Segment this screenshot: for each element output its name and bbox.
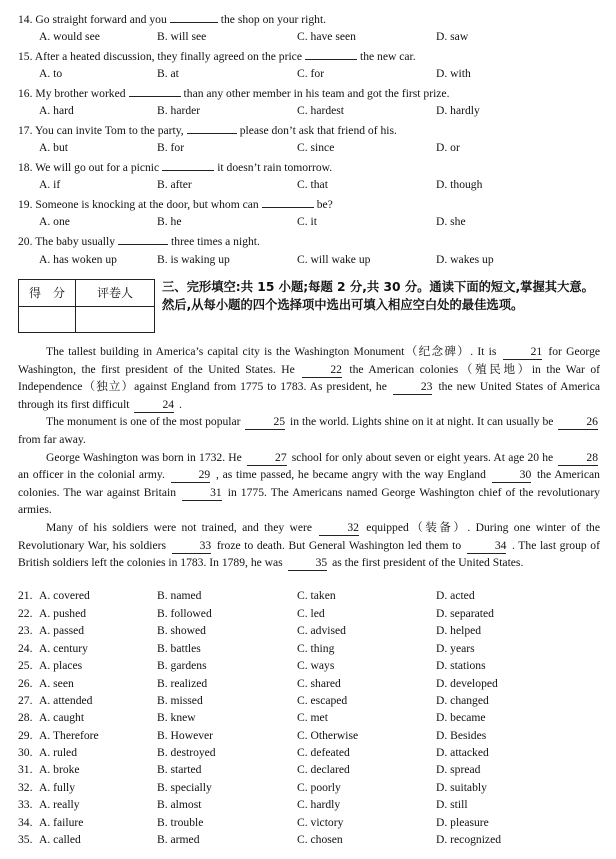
option-b: B. knew (157, 711, 196, 724)
option-a: A. to (39, 67, 63, 80)
option-a: A. would see (39, 30, 100, 43)
option-c: C. declared (297, 763, 350, 776)
option-number: 33. (18, 798, 33, 811)
cloze-option-row-21 (18, 587, 578, 605)
cloze-option-row-30 (18, 744, 578, 762)
option-b: B. at (157, 67, 179, 80)
option-a: A. but (39, 141, 68, 154)
option-a: A. places (39, 659, 83, 672)
option-d: D. suitably (436, 781, 487, 794)
option-number: 30. (18, 746, 33, 759)
blank-21: 21 (503, 345, 543, 360)
question-text: be? (316, 198, 333, 211)
question-text: You can invite Tom to the party, (34, 124, 184, 137)
option-number: 25. (18, 659, 33, 672)
option-c: C. hardly (297, 798, 341, 811)
score-label: 得 分 (28, 286, 65, 300)
answer-blank (305, 47, 357, 60)
option-c: C. that (297, 178, 328, 191)
cloze-option-row-26 (18, 675, 578, 693)
option-b: B. destroyed (157, 746, 216, 759)
grader-label: 评卷人 (96, 286, 133, 300)
option-c: C. thing (297, 642, 335, 655)
option-number: 34. (18, 816, 33, 829)
option-a: A. really (39, 798, 80, 811)
option-b: B. harder (157, 104, 201, 117)
question-text: My brother worked (35, 87, 126, 100)
cloze-option-row-25 (18, 657, 578, 675)
blank-28: 28 (558, 451, 598, 466)
question-text: the new car. (359, 50, 416, 63)
option-b: B. trouble (157, 816, 204, 829)
question-number: 17 (18, 124, 30, 137)
option-a: A. called (39, 833, 81, 846)
option-d: D. attacked (436, 746, 489, 759)
option-d: D. developed (436, 677, 498, 690)
answer-blank (118, 232, 168, 245)
option-c: C. led (297, 607, 325, 620)
passage-paragraph-3: George Washington was born in 1732. He 27 school for only about seven or eight years. At age 20 he 28 an officer in the colonial army. 29 , as time passed, he became angry with the way England 30 the American colonies. The war against Britain 31 in 1775. The Americans named George Washington chief of the revolutionary armies. (18, 450, 600, 517)
question-15: 15. After a heated discussion, they finally agreed on the price the new car. (18, 47, 416, 65)
option-d: D. years (436, 642, 475, 655)
option-d: D. hardly (436, 104, 480, 117)
option-b: B. However (157, 729, 214, 742)
question-number: 18 (18, 161, 30, 174)
option-c: C. hardest (297, 104, 345, 117)
question-18: 18. We will go out for a picnic it doesn’t rain tomorrow. (18, 158, 332, 176)
section-title: 三、完形填空:共 15 小题;每题 2 分,共 30 分。通读下面的短文,掌握其大意。然后,从每小题的四个选择项中选出可填入相应空白处的最佳选项。 (162, 280, 594, 312)
option-b: B. battles (157, 642, 201, 655)
cloze-option-row-33 (18, 796, 578, 814)
score-box (18, 279, 155, 333)
question-17: 17. You can invite Tom to the party, please don’t ask that friend of his. (18, 121, 397, 139)
option-a: A. attended (39, 694, 93, 707)
question-text: three times a night. (171, 235, 260, 248)
option-c: C. poorly (297, 781, 341, 794)
option-number: 23. (18, 624, 33, 637)
passage-paragraph-2: The monument is one of the most popular 25 in the world. Lights shine on it at night. It can usually be 26 from far away. (18, 415, 598, 446)
blank-31: 31 (182, 486, 222, 501)
option-a: A. one (39, 215, 70, 228)
cloze-option-row-35 (18, 831, 578, 849)
option-c: C. ways (297, 659, 335, 672)
answer-blank (187, 121, 237, 134)
option-c: C. taken (297, 589, 336, 602)
cloze-option-row-24 (18, 640, 578, 658)
question-text: Go straight forward and you (35, 13, 167, 26)
option-c: C. it (297, 215, 317, 228)
option-number: 31. (18, 763, 33, 776)
option-d: D. helped (436, 624, 482, 637)
option-a: A. has woken up (39, 253, 117, 266)
option-number: 24. (18, 642, 33, 655)
option-d: D. pleasure (436, 816, 489, 829)
option-c: C. Otherwise (297, 729, 359, 742)
question-text: After a heated discussion, they finally agreed on the price (34, 50, 302, 63)
option-b: B. he (157, 215, 182, 228)
option-a: A. caught (39, 711, 85, 724)
answer-blank (262, 195, 314, 208)
question-number: 20 (18, 235, 30, 248)
option-d: D. spread (436, 763, 481, 776)
option-a: A. broke (39, 763, 80, 776)
passage-paragraph-4: Many of his soldiers were not trained, and they were 32 equipped（装备）. During one winter of the Revolutionary War, his soldiers 33 froze to death. But General Washington led them to 34 . The last group of British soldiers left the colonies in 1783. In 1789, he was 35 as the first president of the United States. (18, 520, 600, 570)
blank-26: 26 (558, 415, 598, 430)
option-a: A. Therefore (39, 729, 99, 742)
question-text: please don’t ask that friend of his. (239, 124, 397, 137)
option-c: C. victory (297, 816, 344, 829)
question-number: 15 (18, 50, 30, 63)
question-text: than any other member in his team and got the first prize. (183, 87, 450, 100)
passage-paragraph-1: The tallest building in America’s capital city is the Washington Monument（纪念碑）. It is 21 for George Washington, the first president of the United States. He 22 the American colonies（殖民地）in the War of Independence（独立）against England from 1775 to 1783. As president, he 23 the new United States of America through its first difficult 24 . (18, 345, 601, 411)
option-number: 32. (18, 781, 33, 794)
question-text: The baby usually (35, 235, 116, 248)
option-a: A. passed (39, 624, 85, 637)
question-text: it doesn’t rain tomorrow. (217, 161, 333, 174)
option-d: D. Besides (436, 729, 487, 742)
blank-33: 33 (172, 539, 212, 554)
option-d: D. still (436, 798, 468, 811)
option-c: C. escaped (297, 694, 348, 707)
question-16: 16. My brother worked than any other member in his team and got the first prize. (18, 84, 449, 102)
option-b: B. missed (157, 694, 203, 707)
option-number: 28. (18, 711, 33, 724)
option-number: 26. (18, 677, 33, 690)
option-b: B. started (157, 763, 202, 776)
question-19: 19. Someone is knocking at the door, but whom can be? (18, 195, 333, 213)
option-c: C. met (297, 711, 328, 724)
question-number: 16 (18, 87, 30, 100)
option-d: D. or (436, 141, 460, 154)
blank-30: 30 (492, 468, 532, 483)
question-text: We will go out for a picnic (35, 161, 160, 174)
answer-blank (162, 158, 214, 171)
option-b: B. followed (157, 607, 212, 620)
blank-27: 27 (247, 451, 287, 466)
option-a: A. failure (39, 816, 84, 829)
option-c: C. chosen (297, 833, 343, 846)
blank-25: 25 (245, 415, 285, 430)
option-b: B. for (157, 141, 185, 154)
option-c: C. for (297, 67, 325, 80)
option-b: B. realized (157, 677, 208, 690)
option-b: B. after (157, 178, 192, 191)
option-c: C. defeated (297, 746, 350, 759)
answer-blank (170, 10, 218, 23)
option-b: B. is waking up (157, 253, 230, 266)
option-a: A. covered (39, 589, 90, 602)
option-b: B. specially (157, 781, 212, 794)
option-d: D. saw (436, 30, 469, 43)
option-number: 29. (18, 729, 33, 742)
option-a: A. seen (39, 677, 74, 690)
blank-22: 22 (302, 363, 342, 378)
option-d: D. changed (436, 694, 489, 707)
option-b: B. named (157, 589, 202, 602)
option-d: D. separated (436, 607, 494, 620)
option-a: A. if (39, 178, 61, 191)
blank-29: 29 (171, 468, 211, 483)
blank-34: 34 (467, 539, 507, 554)
option-a: A. hard (39, 104, 74, 117)
option-c: C. advised (297, 624, 346, 637)
cloze-option-row-29 (18, 727, 578, 745)
option-d: D. stations (436, 659, 486, 672)
cloze-option-row-27 (18, 692, 578, 710)
option-d: D. became (436, 711, 486, 724)
question-number: 14 (18, 13, 30, 26)
cloze-option-row-28 (18, 709, 578, 727)
cloze-option-row-31 (18, 761, 578, 779)
options-14 (39, 28, 599, 46)
option-number: 35. (18, 833, 33, 846)
cloze-passage (18, 343, 600, 572)
cloze-option-row-23 (18, 622, 578, 640)
question-14: 14. Go straight forward and you the shop on your right. (18, 10, 326, 28)
option-c: C. will wake up (297, 253, 371, 266)
table-divider (19, 306, 154, 307)
options-19 (39, 213, 599, 231)
blank-23: 23 (393, 380, 433, 395)
option-number: 22. (18, 607, 33, 620)
options-20 (39, 251, 599, 269)
question-text: Someone is knocking at the door, but whom can (35, 198, 259, 211)
options-18 (39, 176, 599, 194)
question-text: the shop on your right. (220, 13, 327, 26)
option-d: D. with (436, 67, 471, 80)
cloze-option-row-32 (18, 779, 578, 797)
option-number: 27. (18, 694, 33, 707)
option-b: B. will see (157, 30, 207, 43)
option-d: D. acted (436, 589, 475, 602)
option-b: B. armed (157, 833, 200, 846)
option-d: D. recognized (436, 833, 502, 846)
options-15 (39, 65, 599, 83)
question-number: 19 (18, 198, 30, 211)
option-d: D. she (436, 215, 466, 228)
blank-35: 35 (288, 556, 328, 571)
cloze-option-row-22 (18, 605, 578, 623)
cloze-option-row-34 (18, 814, 578, 832)
option-a: A. century (39, 642, 88, 655)
option-c: C. have seen (297, 30, 356, 43)
option-d: D. though (436, 178, 483, 191)
question-20: 20. The baby usually three times a night. (18, 232, 260, 250)
option-c: C. shared (297, 677, 341, 690)
option-a: A. ruled (39, 746, 77, 759)
options-17 (39, 139, 599, 157)
option-b: B. showed (157, 624, 206, 637)
option-a: A. fully (39, 781, 76, 794)
options-16 (39, 102, 599, 120)
option-number: 21. (18, 589, 33, 602)
answer-blank (129, 84, 181, 97)
option-b: B. gardens (157, 659, 207, 672)
option-a: A. pushed (39, 607, 87, 620)
option-d: D. wakes up (436, 253, 494, 266)
option-b: B. almost (157, 798, 202, 811)
blank-32: 32 (319, 521, 359, 536)
option-c: C. since (297, 141, 335, 154)
blank-24: 24 (134, 398, 174, 413)
